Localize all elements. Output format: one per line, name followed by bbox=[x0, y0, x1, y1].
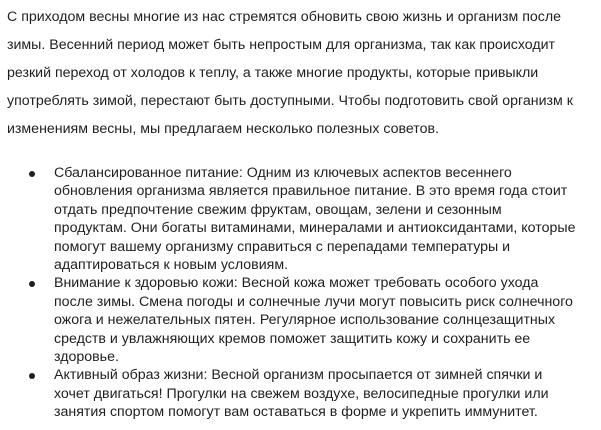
bullet-line: ожога и нежелательных пятен. Регулярное использование солнцезащитных bbox=[54, 312, 556, 329]
bullet-line: отдать предпочтение свежим фруктам, овощам, зелени и сезонным bbox=[54, 201, 502, 218]
bullet-line: здоровье. bbox=[54, 349, 119, 366]
bullet-item-nutrition[interactable] bbox=[0, 164, 601, 274]
intro-line: употреблять зимой, перестают быть доступными. Чтобы подготовить свой организм к bbox=[7, 93, 573, 109]
bullet-dot-icon bbox=[29, 171, 35, 177]
bullet-line: средств и увлажняющих кремов поможет защитить кожу и сохранить ее bbox=[54, 330, 531, 347]
bullet-dot-icon bbox=[29, 373, 35, 379]
bullet-dot-icon bbox=[29, 281, 35, 287]
bullet-item-skin[interactable] bbox=[0, 274, 601, 366]
bullet-line: после зимы. Смена погоды и солнечные лучи могут повысить риск солнечного bbox=[54, 293, 573, 310]
bullet-line: хочет двигаться! Прогулки на свежем воздухе, велосипедные прогулки или bbox=[54, 385, 549, 402]
intro-paragraph[interactable] bbox=[7, 3, 597, 143]
intro-line: зимы. Весенний период может быть непростым для организма, так как происходит bbox=[7, 37, 556, 53]
bullet-line: адаптироваться к новым условиям. bbox=[54, 257, 289, 274]
bullet-line: обновления организма является правильное питание. В это время года стоит bbox=[54, 183, 568, 200]
bullet-line: Активный образ жизни: Весной организм просыпается от зимней спячки и bbox=[54, 367, 543, 384]
bullet-line: продуктам. Они богаты витаминами, минералами и антиоксидантами, которые bbox=[54, 220, 576, 237]
intro-line: С приходом весны многие из нас стремятся обновить свою жизнь и организм после bbox=[7, 9, 562, 25]
intro-line: изменениям весны, мы предлагаем несколько полезных советов. bbox=[7, 121, 440, 137]
intro-line: резкий переход от холодов к теплу, а также многие продукты, которые привыкли bbox=[7, 65, 539, 81]
bullet-line: Внимание к здоровью кожи: Весной кожа может требовать особого ухода bbox=[54, 275, 539, 292]
bullet-line: занятия спортом помогут вам оставаться в форме и укрепить иммунитет. bbox=[54, 404, 538, 421]
bullet-line: Сбалансированное питание: Одним из ключевых аспектов весеннего bbox=[54, 165, 512, 181]
bullet-item-active-lifestyle[interactable] bbox=[0, 366, 601, 421]
bullet-line: помогут вашему организму справиться с перепадами температуры и bbox=[54, 238, 511, 255]
tips-bullet-list bbox=[0, 164, 601, 422]
